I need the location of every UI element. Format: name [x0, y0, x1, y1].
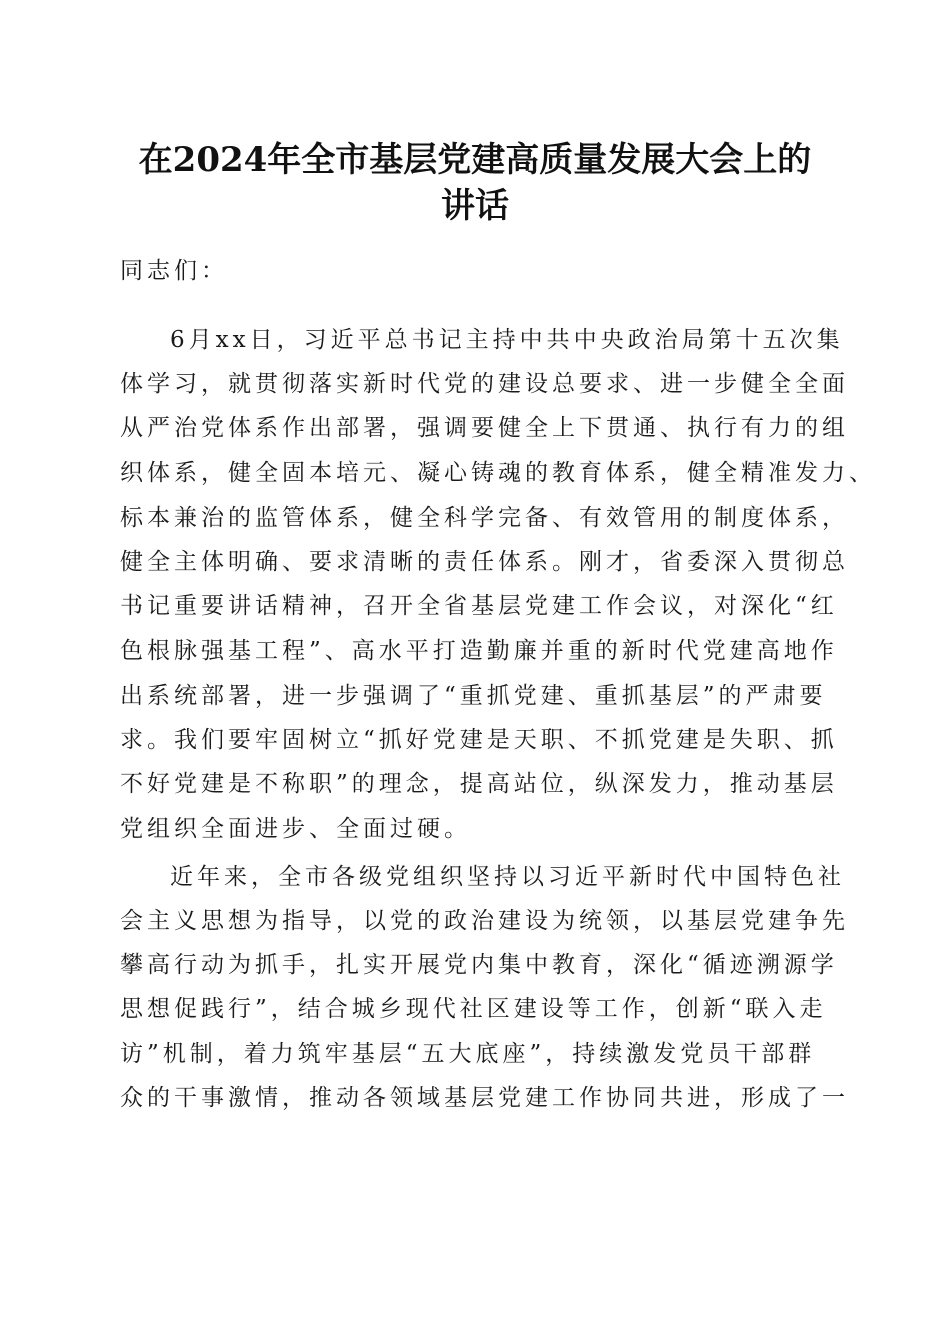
paragraph-line: 党组织全面进步、全面过硬。	[120, 816, 471, 842]
paragraph-line: 织体系，健全固本培元、凝心铸魂的教育体系，健全精准发力、	[120, 460, 876, 486]
paragraph-line: 色根脉强基工程”、高水平打造勤廉并重的新时代党建高地作	[120, 638, 838, 664]
paragraph-line: 求。我们要牢固树立“抓好党建是天职、不抓党建是失职、抓	[120, 727, 838, 753]
paragraph-line: 不好党建是不称职”的理念，提高站位，纵深发力，推动基层	[120, 771, 838, 797]
paragraph-line: 攀高行动为抓手，扎实开展党内集中教育，深化“循迹溯源学	[120, 952, 838, 978]
salutation: 同志们：	[120, 258, 228, 284]
document-title-line-2: 讲话	[441, 186, 509, 226]
paragraph-line: 会主义思想为指导，以党的政治建设为统领，以基层党建争先	[120, 908, 849, 934]
paragraph-line: 健全主体明确、要求清晰的责任体系。刚才，省委深入贯彻总	[120, 549, 849, 575]
paragraph-line: 从严治党体系作出部署，强调要健全上下贯通、执行有力的组	[120, 415, 849, 441]
paragraph-line: 标本兼治的监管体系，健全科学完备、有效管用的制度体系，	[120, 505, 849, 531]
document-title-line-1: 在2024年全市基层党建高质量发展大会上的	[138, 140, 812, 180]
paragraph-line: 书记重要讲话精神，召开全省基层党建工作会议，对深化“红	[120, 593, 838, 619]
paragraph-line: 近年来，全市各级党组织坚持以习近平新时代中国特色社	[170, 864, 845, 890]
paragraph-line: 6月xx日，习近平总书记主持中共中央政治局第十五次集	[170, 327, 844, 353]
paragraph-line: 访”机制，着力筑牢基层“五大底座”，持续激发党员干部群	[120, 1041, 816, 1067]
paragraph-line: 思想促践行”，结合城乡现代社区建设等工作，创新“联入走	[120, 996, 827, 1022]
paragraph-line: 众的干事激情，推动各领域基层党建工作协同共进，形成了一	[120, 1085, 849, 1111]
paragraph-line: 出系统部署，进一步强调了“重抓党建、重抓基层”的严肃要	[120, 683, 827, 709]
paragraph-line: 体学习，就贯彻落实新时代党的建设总要求、进一步健全全面	[120, 371, 849, 397]
